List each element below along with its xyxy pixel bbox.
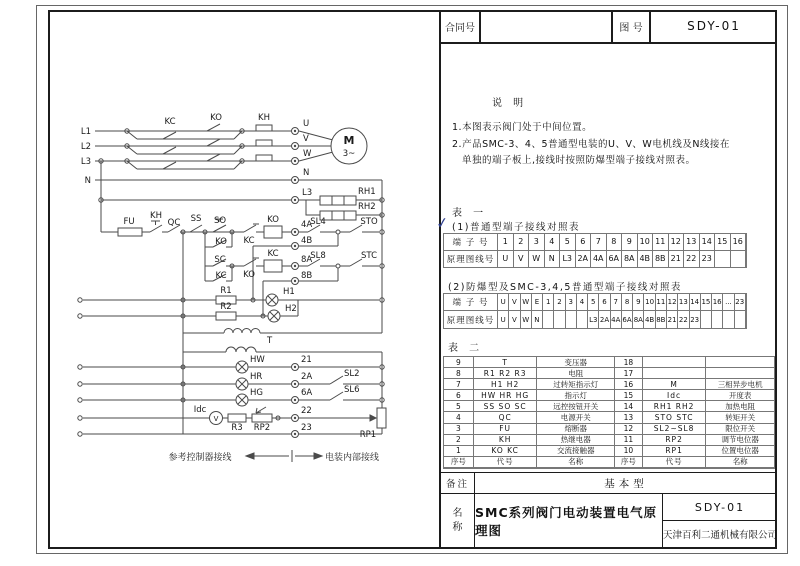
drawing-number: SDY-01 [663, 494, 777, 521]
table-cell: 14 [700, 234, 716, 251]
qc-switch-label: QC [167, 218, 181, 228]
notes-title: 说 明 [492, 98, 528, 109]
kh-relay-label: KH [258, 113, 270, 123]
table-cell: RH1 RH2 [643, 401, 707, 412]
sl6-limit-switch-label: SL6 [344, 385, 360, 395]
table-cell: 2 [444, 435, 474, 446]
table-cell: 代号 [474, 457, 538, 468]
table-cell: 远控按钮开关 [537, 401, 615, 412]
table-cell [554, 311, 565, 328]
so-button-label: SO [213, 216, 227, 226]
table-cell: 6 [444, 390, 474, 401]
ss-switch-label: SS [190, 214, 202, 224]
table-cell: E [532, 294, 543, 311]
table-cell: 过转矩指示灯 [537, 379, 615, 390]
table-cell [701, 311, 712, 328]
table-cell: Idc [643, 390, 707, 401]
sto-torque-switch-label: STO [360, 217, 378, 227]
table-cell: 序号 [444, 457, 474, 468]
table-cell: 交流接触器 [537, 446, 615, 457]
terminal-circles [292, 128, 299, 438]
rh2-heater-label: RH2 [358, 202, 376, 212]
table-cell: V [509, 311, 520, 328]
table-cell: 4 [444, 412, 474, 423]
table-cell: 7 [611, 294, 622, 311]
table-cell: 13 [615, 412, 643, 423]
remark-label: 备注 [441, 473, 475, 493]
circuit-schematic [48, 10, 439, 548]
table-cell: KO KC [474, 446, 538, 457]
table-cell: 6 [576, 234, 592, 251]
table-cell [712, 311, 723, 328]
table-cell: R1 R2 R3 [474, 368, 538, 379]
table-cell [723, 311, 734, 328]
table-cell: 4A [611, 311, 622, 328]
kc-aux-contact-label: KC [215, 271, 227, 281]
component-list-table [443, 356, 775, 469]
hr-lamp-label: HR [250, 372, 263, 382]
table-cell: 三相异步电机 [706, 379, 774, 390]
table-cell: V [509, 294, 520, 311]
table-cell: 16 [731, 234, 747, 251]
table-cell: L3 [588, 311, 599, 328]
table-cell: 4B [638, 251, 654, 268]
table-cell: L3 [560, 251, 576, 268]
table-cell: 熔断器 [537, 424, 615, 435]
table-cell: 1 [543, 294, 554, 311]
table-cell: 8 [444, 368, 474, 379]
table-cell: STO STC [643, 412, 707, 423]
table-cell: 15 [715, 234, 731, 251]
table-cell: 12 [615, 424, 643, 435]
table-cell: 15 [615, 390, 643, 401]
terminal-w-label: W [303, 149, 312, 159]
table-cell: KH [474, 435, 538, 446]
company-name: 天津百利二通机械有限公司 [663, 530, 778, 541]
table-cell: V [514, 251, 530, 268]
terminal-v-label: V [303, 134, 309, 144]
table-cell: SL2~SL8 [643, 424, 707, 435]
table-cell: 序号 [615, 457, 643, 468]
table-cell: T [474, 357, 538, 368]
table-cell: 10 [615, 446, 643, 457]
table-cell: 4B [644, 311, 655, 328]
table-row [444, 368, 774, 379]
phase-l2-label: L2 [80, 142, 91, 152]
motor-phase-label: 3~ [342, 149, 356, 159]
table-cell: 13 [678, 294, 689, 311]
table-cell: U [498, 294, 509, 311]
terminal-number-row [444, 294, 746, 311]
table-cell: HW HR HG [474, 390, 538, 401]
table-cell: RP1 [643, 446, 707, 457]
table-cell: 14 [615, 401, 643, 412]
terminal-n-label: N [303, 168, 310, 178]
table-cell: 11 [653, 234, 669, 251]
rp2-potentiometer-label: RP2 [253, 423, 271, 433]
table-cell: 7 [444, 379, 474, 390]
table-cell: 3 [566, 294, 577, 311]
transformer-label: T [267, 336, 273, 346]
table-cell: 21 [669, 251, 685, 268]
schematic-wires [78, 124, 386, 462]
table-row [444, 412, 774, 423]
sl8-limit-switch-label: SL8 [310, 251, 326, 261]
wire-number-row [444, 311, 746, 328]
terminal-l3-label: L3 [302, 188, 313, 198]
table-cell: 5 [560, 234, 576, 251]
terminal-table-explosion-proof [443, 293, 747, 329]
table-cell: 8 [607, 234, 623, 251]
sl4-limit-switch-label: SL4 [310, 217, 326, 227]
r1-resistor-label: R1 [220, 286, 232, 296]
wire-2a-label: 2A [301, 372, 313, 382]
kc-interlock-label: KC [243, 236, 255, 246]
table-cell: H1 H2 [474, 379, 538, 390]
table-cell [643, 368, 707, 379]
table-cell: 16 [712, 294, 723, 311]
wire-8b-label: 8B [301, 271, 313, 281]
table-cell: 2 [554, 294, 565, 311]
table-cell: 3 [444, 424, 474, 435]
terminal-u-label: U [303, 119, 310, 129]
wire-23-label: 23 [301, 423, 312, 433]
table-cell: 10 [644, 294, 655, 311]
table-cell: 5 [444, 401, 474, 412]
wire-4a-label: 4A [301, 220, 313, 230]
remark-row [441, 472, 777, 494]
table-cell: M [643, 379, 707, 390]
kc-coil-label: KC [267, 249, 279, 259]
ko-interlock-label: KO [243, 270, 255, 280]
title-right-cells [663, 494, 777, 547]
table-cell: 6A [607, 251, 623, 268]
table-cell: 22 [684, 251, 700, 268]
ko-coil-label: KO [267, 215, 279, 225]
table-cell: N [532, 311, 543, 328]
schematic-labels [81, 113, 379, 463]
table-cell: 15 [701, 294, 712, 311]
legend-internal-wiring: 电装内部接线 [324, 453, 380, 463]
motor-symbol-label: M [343, 134, 355, 147]
table-cell: 8B [653, 251, 669, 268]
table-cell: 4 [545, 234, 561, 251]
table-row [444, 446, 774, 457]
table-cell [731, 251, 747, 268]
table-row [444, 357, 774, 368]
kh-contact-label: KH [150, 211, 162, 221]
table-cell: 5 [588, 294, 599, 311]
table-cell: 11 [656, 294, 667, 311]
table-cell [643, 357, 707, 368]
wire-row-label: 原理图线号 [444, 251, 498, 268]
table-cell: ... [723, 294, 734, 311]
wire-4b-label: 4B [301, 236, 313, 246]
table-cell: 18 [615, 357, 643, 368]
table-cell: 电阻 [537, 368, 615, 379]
table-cell: 开度表 [706, 390, 774, 401]
terminal-number-row [444, 234, 746, 251]
table-cell: 3 [529, 234, 545, 251]
remark-value: 基本型 [604, 477, 648, 490]
table-cell: U [498, 311, 509, 328]
panel-divider [439, 10, 441, 549]
table-cell: W [521, 294, 532, 311]
top-title-strip [441, 10, 777, 44]
table-cell: 9 [622, 234, 638, 251]
table-cell: 17 [615, 368, 643, 379]
table-cell: 2A [576, 251, 592, 268]
table-cell [566, 311, 577, 328]
table-cell: 8A [622, 251, 638, 268]
table-cell: 7 [591, 234, 607, 251]
table-cell: 9 [444, 357, 474, 368]
contract-number-value [481, 10, 613, 42]
drawing-title: SMC系列阀门电动装置电气原理图 [475, 494, 663, 547]
table-cell: W [529, 251, 545, 268]
table-cell: 6 [599, 294, 610, 311]
table-cell: 位置电位器 [706, 446, 774, 457]
voltmeter-symbol: V [213, 415, 219, 423]
table-row [444, 424, 774, 435]
table-cell: 2A [599, 311, 610, 328]
ko-contactor-label: KO [210, 113, 222, 123]
title-name-block [441, 494, 777, 547]
table1a-title: (1)普通型端子接线对照表 [452, 222, 580, 233]
table2-label: 表 二 [448, 343, 484, 354]
table-cell: 限位开关 [706, 424, 774, 435]
checkmark-annotation: ✓ [434, 213, 450, 233]
table-cell: FU [474, 424, 538, 435]
table-row [444, 379, 774, 390]
table-cell: 名称 [537, 457, 615, 468]
idc-meter-label: Idc [193, 405, 207, 415]
table-cell: 4 [577, 294, 588, 311]
name-label-char2: 称 [452, 521, 463, 533]
terminal-row-label: 端 子 号 [444, 294, 498, 311]
table-cell: 转矩开关 [706, 412, 774, 423]
terminal-row-label: 端 子 号 [444, 234, 498, 251]
table-cell: 10 [638, 234, 654, 251]
table-cell: RP2 [643, 435, 707, 446]
wire-6a-label: 6A [301, 388, 313, 398]
table-row [444, 401, 774, 412]
table-cell: N [545, 251, 561, 268]
ko-aux-contact-label: KO [215, 237, 227, 247]
table-cell: 8A [633, 311, 644, 328]
drawing-number-value: SDY-01 [687, 19, 741, 33]
table-cell: 1 [498, 234, 514, 251]
table-cell: 23 [735, 294, 746, 311]
table-cell: 调节电位器 [706, 435, 774, 446]
wire-21-label: 21 [301, 355, 312, 365]
rp1-potentiometer-label: RP1 [359, 430, 377, 440]
sc-button-label: SC [214, 255, 226, 265]
table-cell: 8 [622, 294, 633, 311]
sl2-limit-switch-label: SL2 [344, 369, 360, 379]
table-cell: 12 [667, 294, 678, 311]
table-cell: 热继电器 [537, 435, 615, 446]
contract-number-label: 合同号 [441, 10, 481, 42]
neutral-label: N [84, 176, 91, 186]
wire-row-label: 原理图线号 [444, 311, 498, 328]
phase-l1-label: L1 [80, 127, 91, 137]
legend-controller-wiring: 参考控制器接线 [168, 453, 232, 463]
table-cell: 加热电阻 [706, 401, 774, 412]
h2-lamp-label: H2 [285, 304, 297, 314]
table-cell: 指示灯 [537, 390, 615, 401]
table-header-row [444, 457, 774, 468]
r2-resistor-label: R2 [220, 302, 232, 312]
wire-22-label: 22 [301, 406, 312, 416]
rh1-heater-label: RH1 [358, 187, 376, 197]
table-cell: 11 [615, 435, 643, 446]
table-cell: W [521, 311, 532, 328]
table-cell: SS SO SC [474, 401, 538, 412]
h1-lamp-label: H1 [283, 287, 295, 297]
table-cell: U [498, 251, 514, 268]
r3-resistor-label: R3 [231, 423, 243, 433]
wire-8a-label: 8A [301, 255, 313, 265]
table-cell: 变压器 [537, 357, 615, 368]
table-cell: 23 [700, 251, 716, 268]
terminal-table-ordinary [443, 233, 747, 268]
kc-contactor-label: KC [164, 117, 176, 127]
table-cell: 名称 [706, 457, 774, 468]
table-cell: QC [474, 412, 538, 423]
stc-torque-switch-label: STC [360, 251, 378, 261]
table-cell: 2 [514, 234, 530, 251]
table1b-title: (2)防爆型及SMC-3,4,5普通型端子接线对照表 [448, 282, 682, 293]
note-line-3: 单独的端子板上,接线时按照防爆型端子接线对照表。 [462, 155, 696, 166]
table-cell [715, 251, 731, 268]
table-cell [543, 311, 554, 328]
hg-lamp-label: HG [250, 388, 263, 398]
table1-label: 表 一 [452, 208, 488, 219]
note-line-2: 2.产品SMC-3、4、5普通型电装的U、V、W电机线及N线接在 [452, 139, 730, 150]
hw-lamp-label: HW [250, 355, 265, 365]
table-cell: 电源开关 [537, 412, 615, 423]
table-cell: 4A [591, 251, 607, 268]
wire-number-row [444, 251, 746, 268]
table-cell [577, 311, 588, 328]
table-cell: 8B [656, 311, 667, 328]
table-cell: 16 [615, 379, 643, 390]
table-cell: 22 [678, 311, 689, 328]
table-cell: 1 [444, 446, 474, 457]
table-cell: 21 [667, 311, 678, 328]
table-cell: 9 [633, 294, 644, 311]
table-cell: 6A [622, 311, 633, 328]
table-cell: 12 [669, 234, 685, 251]
phase-l3-label: L3 [80, 157, 91, 167]
table-cell: 代号 [643, 457, 707, 468]
table-cell [706, 357, 774, 368]
table-row [444, 435, 774, 446]
fuse-label: FU [123, 217, 135, 227]
note-line-1: 1.本图表示阀门处于中间位置。 [452, 122, 593, 133]
name-label-char1: 名 [452, 507, 463, 519]
table-cell: 23 [690, 311, 701, 328]
name-label [441, 494, 475, 547]
table-cell: 14 [690, 294, 701, 311]
table-row [444, 390, 774, 401]
drawing-number-label: 图 号 [613, 10, 651, 42]
table-cell [706, 368, 774, 379]
table-cell [735, 311, 746, 328]
table-cell: 13 [684, 234, 700, 251]
